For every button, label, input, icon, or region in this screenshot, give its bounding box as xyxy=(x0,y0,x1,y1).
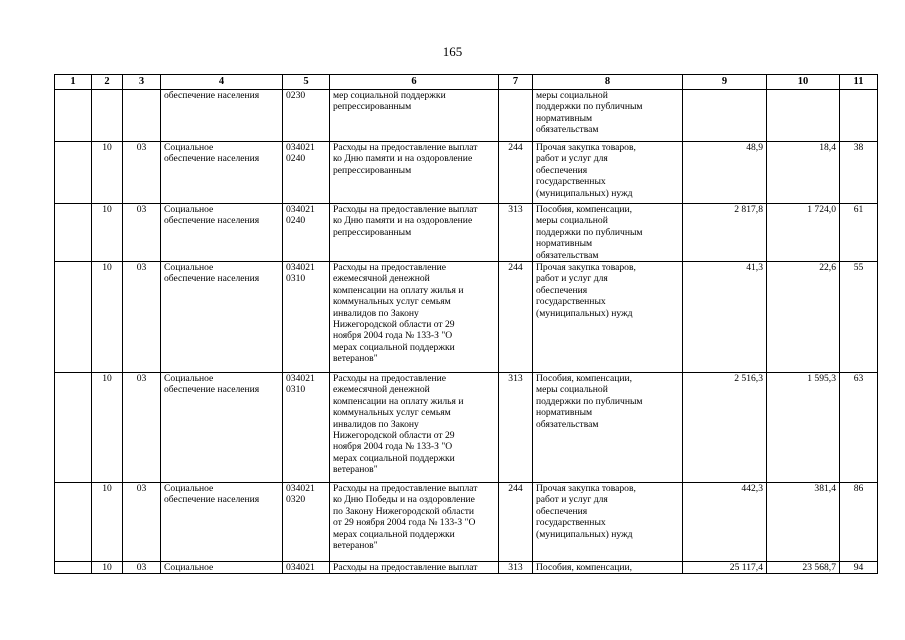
cell-line: ноября 2004 года № 133-З "О xyxy=(333,330,453,342)
column-header: 10 xyxy=(767,75,840,90)
cell-line: обеспечения xyxy=(536,505,588,517)
column-header: 7 xyxy=(499,75,533,90)
cell-line: Расходы на предоставление xyxy=(333,262,446,274)
cell-line: нормативным xyxy=(536,238,593,250)
cell-percent: 94 xyxy=(840,562,878,574)
cell-line: Пособия, компенсации, xyxy=(536,373,633,385)
cell-plan-amount: 2 817,8 xyxy=(683,204,767,262)
cell-line: обязательствам xyxy=(536,418,599,430)
cell-expense-name xyxy=(533,204,683,262)
cell-line: мерах социальной поддержки xyxy=(333,528,455,540)
cell-line: компенсации на оплату жилья и xyxy=(333,395,464,407)
cell-line: Прочая закупка товаров, xyxy=(536,483,636,495)
cell-line: мерах социальной поддержки xyxy=(333,341,455,353)
cell-line: (муниципальных) нужд xyxy=(536,528,633,540)
column-header: 8 xyxy=(533,75,683,90)
cell-line: Прочая закупка товаров, xyxy=(536,142,636,153)
cell-line: Социальное xyxy=(164,262,214,274)
cell-line: коммунальных услуг семьям xyxy=(333,407,451,419)
cell-line: 0240 xyxy=(286,215,306,227)
cell-percent: 63 xyxy=(840,373,878,483)
cell-plan-amount: 442,3 xyxy=(683,483,767,562)
cell-section-name xyxy=(161,90,283,142)
cell-section: 10 xyxy=(92,262,123,373)
cell-target-code xyxy=(283,90,330,142)
cell-line: Социальное xyxy=(164,204,214,215)
cell-col1 xyxy=(55,483,92,562)
cell-line: репрессированным xyxy=(333,164,412,176)
cell-expense-name xyxy=(533,90,683,142)
cell-subsection: 03 xyxy=(123,373,161,483)
table-body xyxy=(55,90,878,574)
cell-expense-type: 244 xyxy=(499,262,533,373)
cell-expense-name xyxy=(533,562,683,574)
cell-line: Расходы на предоставление выплат xyxy=(333,562,478,574)
cell-line: 0230 xyxy=(286,90,306,101)
cell-line: ко Дню памяти и на оздоровление xyxy=(333,215,473,227)
cell-line: инвалидов по Закону xyxy=(333,307,419,319)
cell-section: 10 xyxy=(92,142,123,204)
cell-target-code xyxy=(283,562,330,574)
cell-subsection: 03 xyxy=(123,262,161,373)
cell-target-name xyxy=(330,562,499,574)
column-header: 2 xyxy=(92,75,123,90)
cell-subsection xyxy=(123,90,161,142)
cell-section-name xyxy=(161,142,283,204)
cell-line: компенсации на оплату жилья и xyxy=(333,284,464,296)
cell-line: Расходы на предоставление xyxy=(333,373,446,385)
budget-table xyxy=(54,74,878,574)
cell-plan-amount: 48,9 xyxy=(683,142,767,204)
cell-actual-amount: 18,4 xyxy=(767,142,840,204)
cell-subsection: 03 xyxy=(123,204,161,262)
cell-col1 xyxy=(55,373,92,483)
cell-line: Нижегородской области от 29 xyxy=(333,319,455,331)
cell-line: 0310 xyxy=(286,273,306,285)
cell-line: государственных xyxy=(536,296,606,308)
cell-percent: 55 xyxy=(840,262,878,373)
table-row xyxy=(55,142,878,204)
column-header: 6 xyxy=(330,75,499,90)
cell-line: нормативным xyxy=(536,112,593,124)
cell-subsection: 03 xyxy=(123,142,161,204)
table-row xyxy=(55,262,878,373)
cell-line: инвалидов по Закону xyxy=(333,418,419,430)
cell-line: Расходы на предоставление выплат xyxy=(333,483,478,495)
cell-line: поддержки по публичным xyxy=(536,101,643,113)
cell-col1 xyxy=(55,90,92,142)
cell-line: Социальное xyxy=(164,373,214,385)
header-row xyxy=(55,75,878,90)
cell-line: ежемесячной денежной xyxy=(333,273,430,285)
cell-line: меры социальной xyxy=(536,215,608,227)
cell-section xyxy=(92,90,123,142)
cell-percent: 38 xyxy=(840,142,878,204)
cell-expense-type: 313 xyxy=(499,204,533,262)
cell-actual-amount: 381,4 xyxy=(767,483,840,562)
cell-percent: 86 xyxy=(840,483,878,562)
cell-line: 0320 xyxy=(286,494,306,506)
cell-line: по Закону Нижегородской области xyxy=(333,505,475,517)
cell-actual-amount: 22,6 xyxy=(767,262,840,373)
cell-line: ко Дню памяти и на оздоровление xyxy=(333,153,473,165)
column-header: 5 xyxy=(283,75,330,90)
cell-line: ветеранов" xyxy=(333,353,378,365)
cell-section-name xyxy=(161,262,283,373)
cell-expense-name xyxy=(533,373,683,483)
cell-section: 10 xyxy=(92,562,123,574)
cell-section-name xyxy=(161,483,283,562)
cell-line: государственных xyxy=(536,517,606,529)
cell-expense-type: 313 xyxy=(499,562,533,574)
cell-col1 xyxy=(55,562,92,574)
cell-line: репрессированным xyxy=(333,101,412,113)
cell-line: Нижегородской области от 29 xyxy=(333,430,455,442)
column-header: 1 xyxy=(55,75,92,90)
cell-line: обеспечение населения xyxy=(164,153,260,165)
cell-col1 xyxy=(55,142,92,204)
cell-col1 xyxy=(55,204,92,262)
cell-expense-type: 244 xyxy=(499,483,533,562)
table-row xyxy=(55,483,878,562)
cell-line: 034021 xyxy=(286,204,315,215)
cell-line: обязательствам xyxy=(536,124,599,136)
cell-target-code xyxy=(283,142,330,204)
cell-expense-name xyxy=(533,142,683,204)
cell-section-name xyxy=(161,373,283,483)
cell-line: работ и услуг для xyxy=(536,273,608,285)
cell-actual-amount: 1 724,0 xyxy=(767,204,840,262)
cell-line: Социальное xyxy=(164,483,214,495)
cell-line: 034021 xyxy=(286,483,315,495)
cell-subsection: 03 xyxy=(123,483,161,562)
cell-section: 10 xyxy=(92,373,123,483)
cell-subsection: 03 xyxy=(123,562,161,574)
page-number: 165 xyxy=(442,44,463,59)
cell-actual-amount: 23 568,7 xyxy=(767,562,840,574)
cell-line: меры социальной xyxy=(536,90,608,101)
column-header: 11 xyxy=(840,75,878,90)
cell-line: обеспечение населения xyxy=(164,215,260,227)
cell-target-name xyxy=(330,483,499,562)
cell-line: Социальное xyxy=(164,562,214,574)
cell-expense-type: 313 xyxy=(499,373,533,483)
cell-percent xyxy=(840,90,878,142)
cell-expense-name xyxy=(533,483,683,562)
cell-line: ко Дню Победы и на оздоровление xyxy=(333,494,475,506)
cell-section: 10 xyxy=(92,483,123,562)
table-row xyxy=(55,90,878,142)
cell-line: (муниципальных) нужд xyxy=(536,187,633,199)
cell-line: Социальное xyxy=(164,142,214,153)
cell-line: ноября 2004 года № 133-З "О xyxy=(333,441,453,453)
cell-plan-amount: 2 516,3 xyxy=(683,373,767,483)
cell-target-code xyxy=(283,204,330,262)
cell-target-name xyxy=(330,262,499,373)
cell-expense-type: 244 xyxy=(499,142,533,204)
cell-line: 034021 xyxy=(286,262,315,274)
cell-line: Расходы на предоставление выплат xyxy=(333,142,478,153)
cell-line: 034021 xyxy=(286,142,315,153)
cell-line: 034021 xyxy=(286,373,315,385)
cell-line: обеспечение населения xyxy=(164,494,260,506)
cell-expense-name xyxy=(533,262,683,373)
cell-line: ежемесячной денежной xyxy=(333,384,430,396)
cell-target-code xyxy=(283,373,330,483)
cell-line: поддержки по публичным xyxy=(536,226,643,238)
cell-section: 10 xyxy=(92,204,123,262)
column-header: 3 xyxy=(123,75,161,90)
cell-expense-type xyxy=(499,90,533,142)
cell-target-code xyxy=(283,262,330,373)
cell-line: меры социальной xyxy=(536,384,608,396)
column-header: 4 xyxy=(161,75,283,90)
cell-line: мерах социальной поддержки xyxy=(333,452,455,464)
cell-line: Расходы на предоставление выплат xyxy=(333,204,478,215)
cell-line: коммунальных услуг семьям xyxy=(333,296,451,308)
cell-line: обеспечение населения xyxy=(164,384,260,396)
cell-line: 034021 xyxy=(286,562,315,574)
cell-line: от 29 ноября 2004 года № 133-З "О xyxy=(333,517,476,529)
cell-percent: 61 xyxy=(840,204,878,262)
column-header: 9 xyxy=(683,75,767,90)
cell-line: Пособия, компенсации, xyxy=(536,204,633,215)
cell-line: работ и услуг для xyxy=(536,153,608,165)
cell-line: ветеранов" xyxy=(333,464,378,476)
cell-section-name xyxy=(161,204,283,262)
cell-plan-amount xyxy=(683,90,767,142)
cell-target-name xyxy=(330,142,499,204)
table-row xyxy=(55,373,878,483)
table-row xyxy=(55,562,878,574)
cell-section-name xyxy=(161,562,283,574)
cell-line: ветеранов" xyxy=(333,540,378,552)
cell-line: мер социальной поддержки xyxy=(333,90,446,101)
cell-line: Прочая закупка товаров, xyxy=(536,262,636,274)
cell-line: Пособия, компенсации, xyxy=(536,562,633,574)
cell-plan-amount: 25 117,4 xyxy=(683,562,767,574)
cell-target-code xyxy=(283,483,330,562)
cell-actual-amount: 1 595,3 xyxy=(767,373,840,483)
cell-target-name xyxy=(330,90,499,142)
table-row xyxy=(55,204,878,262)
cell-line: обеспечения xyxy=(536,164,588,176)
cell-line: 0310 xyxy=(286,384,306,396)
cell-line: нормативным xyxy=(536,407,593,419)
cell-line: репрессированным xyxy=(333,226,412,238)
cell-line: обязательствам xyxy=(536,249,599,261)
cell-line: государственных xyxy=(536,176,606,188)
cell-actual-amount xyxy=(767,90,840,142)
cell-target-name xyxy=(330,204,499,262)
cell-line: обеспечение населения xyxy=(164,90,260,101)
cell-line: обеспечения xyxy=(536,284,588,296)
cell-target-name xyxy=(330,373,499,483)
cell-line: поддержки по публичным xyxy=(536,395,643,407)
cell-line: работ и услуг для xyxy=(536,494,608,506)
cell-line: обеспечение населения xyxy=(164,273,260,285)
cell-line: (муниципальных) нужд xyxy=(536,307,633,319)
cell-line: 0240 xyxy=(286,153,306,165)
cell-col1 xyxy=(55,262,92,373)
cell-plan-amount: 41,3 xyxy=(683,262,767,373)
